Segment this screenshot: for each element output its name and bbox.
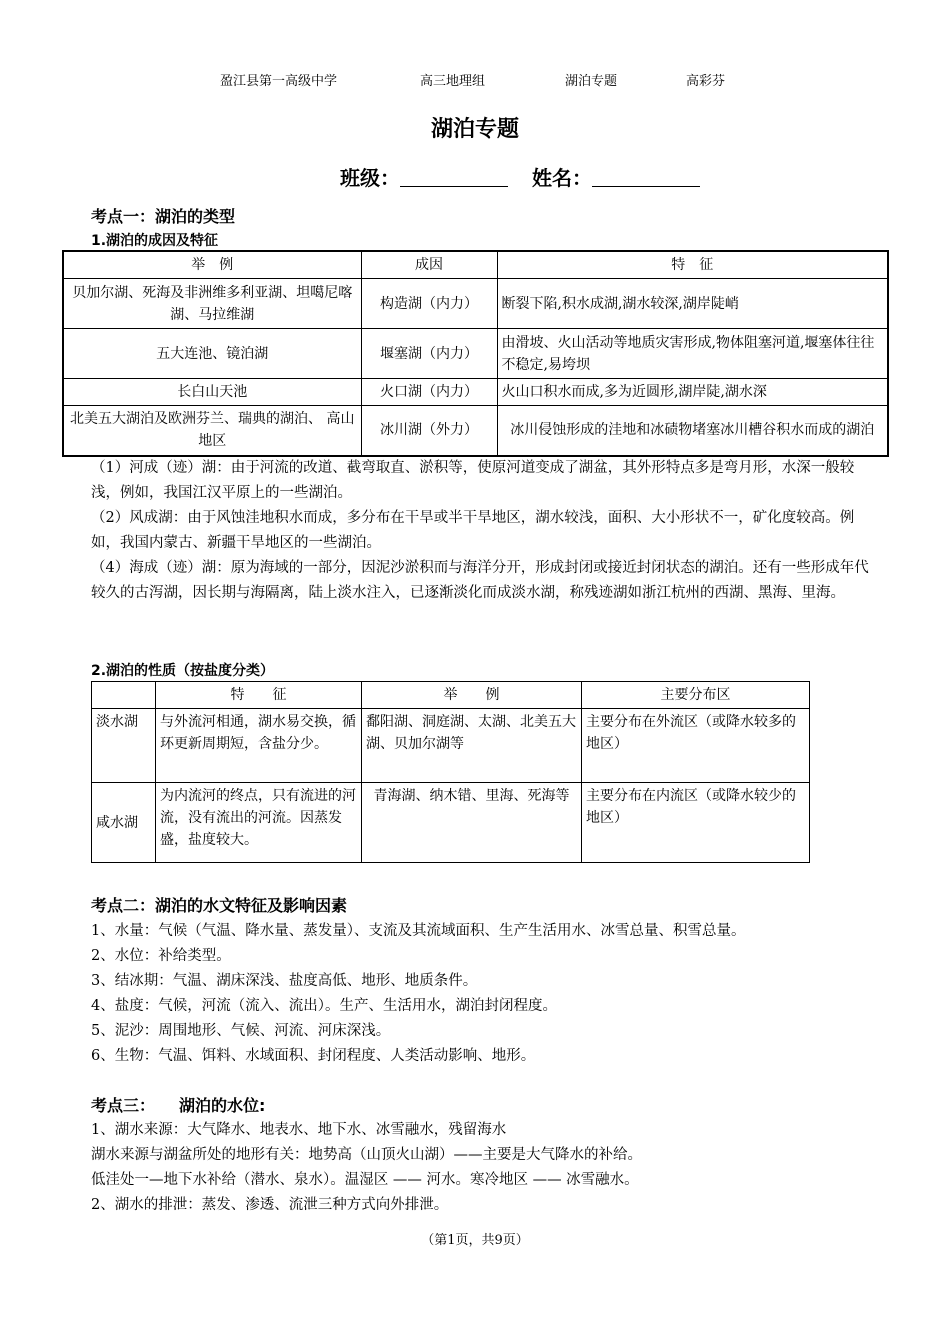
- table-cell: 构造湖（内力）: [361, 279, 497, 329]
- table-row: [63, 329, 888, 379]
- paragraph-river-lake: （1）河成（迹）湖：由于河流的改道、截弯取直、淤积等，使原河道变成了湖盆，其外形特点多是弯月形，水深一般较浅，例如，我国江汉平原上的一些湖泊。: [91, 460, 855, 501]
- list-item: 1、湖水来源：大气降水、地表水、地下水、冰雪融水，残留海水: [91, 1122, 507, 1138]
- table-cell: 火山口积水而成,多为近圆形,湖岸陡,湖水深: [497, 379, 888, 406]
- section2-heading: 考点二：湖泊的水文特征及影响因素: [91, 896, 348, 915]
- table-cell: 断裂下陷,积水成湖,湖水较深,湖岸陡峭: [497, 279, 888, 329]
- header-topic: 湖泊专题: [565, 74, 618, 89]
- table-cell: 冰川湖（外力）: [361, 406, 497, 456]
- table-header-row: [92, 682, 810, 709]
- list-item: 3、结冰期：气温、湖床深浅、盐度高低、地形、地质条件。: [91, 973, 478, 989]
- list-item: 4、盐度：气候，河流（流入、流出）。生产、生活用水，湖泊封闭程度。: [91, 998, 557, 1014]
- list-item: 湖水来源与湖盆所处的地形有关：地势高（山顶火山湖）——主要是大气降水的补给。: [91, 1147, 642, 1163]
- document-title: 湖泊专题: [430, 117, 519, 142]
- table-cell: 鄱阳湖、洞庭湖、太湖、北美五大湖、贝加尔湖等: [362, 709, 582, 783]
- table-cell: 长白山天池: [63, 379, 361, 406]
- header-author: 高彩芬: [686, 74, 726, 89]
- list-item: 5、泥沙：周围地形、气候、河流、河床深浅。: [91, 1023, 391, 1039]
- class-blank: [400, 166, 508, 187]
- section1-subheading-2: 2.湖泊的性质（按盐度分类）: [91, 663, 275, 679]
- table-cell: 堰塞湖（内力）: [361, 329, 497, 379]
- student-info-line: [340, 162, 700, 191]
- paragraph-sea-lake: （4）海成（迹）湖：原为海域的一部分，因泥沙淤积而与海洋分开，形成封闭或接近封闭状态的湖泊。还有一些形成年代较久的古泻湖，因长期与海隔离，陆上淡水注入，已逐渐淡化而成淡水湖，称残迹湖如浙江杭州的西湖、黑海、里海。: [91, 560, 869, 601]
- table-cell: 为内流河的终点，只有流进的河流，没有流出的河流。因蒸发盛，盐度较大。: [156, 783, 362, 863]
- table-cell: 由滑坡、火山活动等地质灾害形成,物体阻塞河道,堰塞体往往不稳定,易垮坝: [497, 329, 888, 379]
- table-cell: 咸水湖: [92, 783, 156, 863]
- section3-heading: 考点三： 湖泊的水位:: [91, 1096, 266, 1115]
- table-row: [92, 783, 810, 863]
- table-row: [63, 279, 888, 329]
- name-label: 姓名：: [532, 166, 592, 190]
- table-cell: 主要分布在内流区（或降水较少的地区）: [582, 783, 810, 863]
- table-cell: 冰川侵蚀形成的洼地和冰碛物堵塞冰川槽谷积水而成的湖泊: [497, 406, 888, 456]
- list-item: 低洼处一—地下水补给（潜水、泉水）。温湿区 —— 河水。寒冷地区 —— 冰雪融水。: [91, 1172, 639, 1188]
- table-cell: 贝加尔湖、死海及非洲维多利亚湖、坦噶尼喀湖、马拉维湖: [63, 279, 361, 329]
- table-header-cell: [92, 682, 156, 709]
- section1-subheading-1: 1.湖泊的成因及特征: [91, 233, 219, 249]
- lake-origin-table: [62, 250, 889, 457]
- table-header-cell: 特 征: [497, 251, 888, 279]
- table-cell: 与外流河相通，湖水易交换，循环更新周期短，含盐分少。: [156, 709, 362, 783]
- section1-heading: 考点一：湖泊的类型: [91, 207, 236, 226]
- table-cell: 火口湖（内力）: [361, 379, 497, 406]
- table-cell: 北美五大湖泊及欧洲芬兰、瑞典的湖泊、 高山地区: [63, 406, 361, 456]
- table-row: [63, 379, 888, 406]
- lake-salinity-table: [91, 681, 810, 863]
- table-header-cell: 成因: [361, 251, 497, 279]
- table-header-cell: 举 例: [362, 682, 582, 709]
- table-header-row: [63, 251, 888, 279]
- table-header-cell: 特 征: [156, 682, 362, 709]
- header-school: 盈江县第一高级中学: [220, 74, 338, 89]
- list-item: 2、湖水的排泄：蒸发、渗透、流泄三种方式向外排泄。: [91, 1197, 449, 1213]
- name-blank: [592, 166, 700, 187]
- table-cell: 五大连池、镜泊湖: [63, 329, 361, 379]
- table-header-cell: 主要分布区: [582, 682, 810, 709]
- table-row: [92, 709, 810, 783]
- table-cell: 主要分布在外流区（或降水较多的地区）: [582, 709, 810, 783]
- paragraph-wind-lake: （2）风成湖：由于风蚀洼地积水而成，多分布在干旱或半干旱地区，湖水较浅，面积、大小形状不一，矿化度较高。例如，我国内蒙古、新疆干旱地区的一些湖泊。: [91, 510, 855, 551]
- table-cell: 青海湖、纳木错、里海、死海等: [362, 783, 582, 863]
- header-group: 高三地理组: [420, 74, 486, 89]
- list-item: 1、水量：气候（气温、降水量、蒸发量）、支流及其流域面积、生产生活用水、冰雪总量、积雪总量。: [91, 923, 746, 939]
- table-row: [63, 406, 888, 456]
- table-cell: 淡水湖: [92, 709, 156, 783]
- list-item: 6、生物：气温、饵料、水域面积、封闭程度、人类活动影响、地形。: [91, 1048, 536, 1064]
- page-footer: （第1页，共9页）: [421, 1233, 529, 1248]
- list-item: 2、水位：补给类型。: [91, 948, 231, 964]
- table-header-cell: 举 例: [63, 251, 361, 279]
- class-label: 班级：: [340, 166, 400, 190]
